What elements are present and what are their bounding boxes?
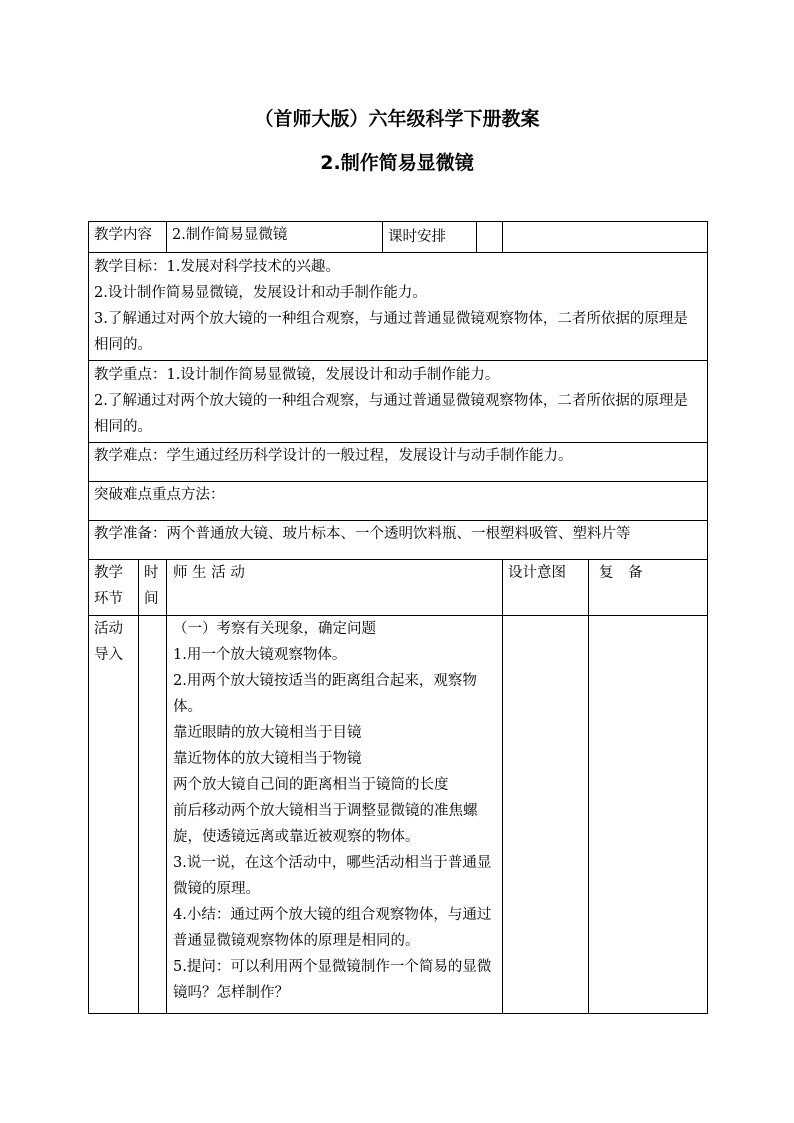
breakthrough-cell: 突破难点重点方法：: [89, 482, 708, 521]
activity-cell: [167, 616, 503, 1014]
activity-line: 前后移动两个放大镜相当于调整显微镜的准焦螺旋，使透镜远离或靠近被观察的物体。: [173, 803, 478, 845]
table-row: [89, 253, 708, 361]
activity-line: 4.小结：通过两个放大镜的组合观察物体，与通过普通显微镜观察物体的原理是相同的。: [173, 907, 492, 949]
objective-line: 教学目标：1.发展对科学技术的兴趣。: [94, 259, 340, 275]
activity-header: 师 生 活 动: [167, 560, 503, 616]
time-header: 时 间: [139, 560, 167, 616]
table-row: [89, 222, 708, 253]
activity-line: 5.提问：可以利用两个显微镜制作一个简易的显微镜吗？怎样制作？: [173, 959, 492, 1001]
schedule-label: 课时安排: [383, 222, 477, 252]
schedule-value-cell: [503, 222, 708, 253]
table-row: [89, 521, 708, 560]
activity-line: 两个放大镜自己间的距离相当于镜筒的长度: [173, 777, 449, 793]
activity-line: 2.用两个放大镜按适当的距离组合起来，观察物体。: [173, 673, 477, 715]
stage-header: 教学 环节: [89, 560, 139, 616]
content-value-cell: 2.制作简易显微镜: [167, 222, 383, 253]
key-point-line: 教学重点：1.设计制作简易显微镜，发展设计和动手制作能力。: [94, 367, 500, 383]
objectives-cell: [89, 253, 708, 361]
table-row: [89, 443, 708, 482]
document-title: （首师大版）六年级科学下册教案: [254, 108, 540, 130]
objective-line: 2.设计制作简易显微镜，发展设计和动手制作能力。: [94, 285, 427, 301]
time-cell: [139, 616, 167, 1014]
objective-line: 3.了解通过对两个放大镜的一种组合观察，与通过普通显微镜观察物体，二者所依据的原理是相同的。: [94, 311, 688, 353]
lesson-plan-table: [88, 221, 708, 1014]
table-row: [89, 616, 708, 1014]
stage-cell: 活动 导入: [89, 616, 139, 1014]
key-point-line: 2.了解通过对两个放大镜的一种组合观察，与通过普通显微镜观察物体，二者所依据的原理是相同的。: [94, 393, 688, 435]
table-row: [89, 361, 708, 443]
document-subtitle: 2.制作简易显微镜: [320, 152, 474, 174]
design-header: 设计意图: [503, 560, 589, 616]
table-header-row: [89, 560, 708, 616]
review-cell: [589, 616, 708, 1014]
activity-line: 靠近眼睛的放大镜相当于目镜: [173, 725, 362, 741]
activity-line: 靠近物体的放大镜相当于物镜: [173, 751, 362, 767]
activity-line: （一）考察有关现象，确定问题: [173, 621, 376, 637]
key-points-cell: [89, 361, 708, 443]
content-label-cell: 教学内容: [89, 222, 167, 253]
activity-line: 3.说一说，在这个活动中，哪些活动相当于普通显微镜的原理。: [173, 855, 492, 897]
design-cell: [503, 616, 589, 1014]
table-row: [89, 482, 708, 521]
difficulty-cell: 教学难点：学生通过经历科学设计的一般过程，发展设计与动手制作能力。: [89, 443, 708, 482]
activity-line: 1.用一个放大镜观察物体。: [173, 647, 347, 663]
review-header: 复 备: [589, 560, 708, 616]
preparation-cell: 教学准备：两个普通放大镜、玻片标本、一个透明饮料瓶、一根塑料吸管、塑料片等: [89, 521, 708, 560]
